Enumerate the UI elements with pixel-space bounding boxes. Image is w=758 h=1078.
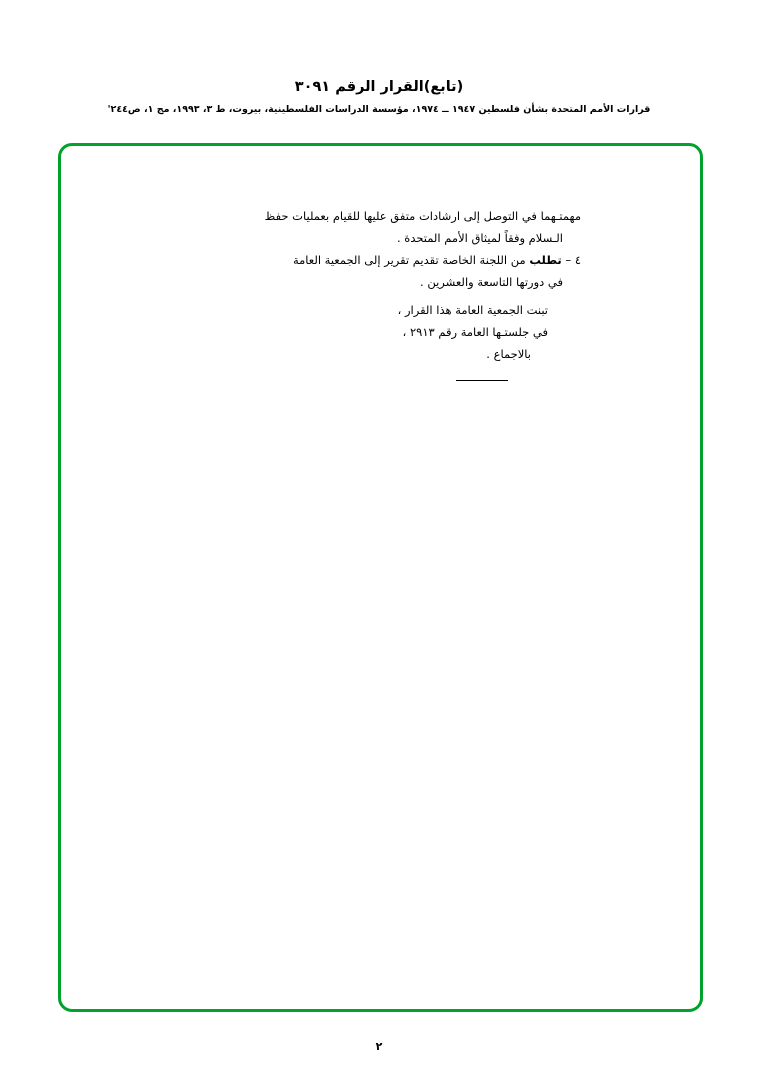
body-line-3: ٤ – تطلب من اللجنة الخاصة تقديم تقرير إلى الجمعية العامة [292, 253, 581, 267]
horizontal-rule-icon [456, 380, 508, 381]
body-line-4: في دورتها التاسعة والعشرين . [420, 275, 563, 289]
resolution-body [203, 205, 603, 391]
page-number: ٢ [375, 1040, 383, 1053]
body-line-1: مهمتـهما في التوصل إلى ارشادات متفق عليها للقيام بعمليات حفظ [264, 209, 581, 223]
document-title: (تابع)القرار الرقم ٣٠٩١ [294, 79, 464, 95]
page-header [0, 78, 758, 116]
body-line-2: الـسلام وفقاً لميثاق الأمم المتحدة . [396, 231, 563, 245]
body-keyword: تطلب [529, 253, 562, 267]
section-divider [203, 369, 603, 391]
adoption-block [203, 299, 603, 365]
adoption-line-1: تبنت الجمعية العامة هذا القرار ، [397, 303, 548, 317]
document-source-citation: قرارات الأمم المتحدة بشأن فلسطين ١٩٤٧ ــ ١٩٧٤، مؤسسة الدراسات الفلسطينية، بيروت، ط ٣، ١٩٩٣، مج ١، ص٢٤٤' [107, 103, 651, 115]
adoption-line-2: في جلستـها العامة رقم ٢٩١٣ ، [402, 325, 548, 339]
adoption-line-3: بالاجماع . [486, 347, 531, 361]
